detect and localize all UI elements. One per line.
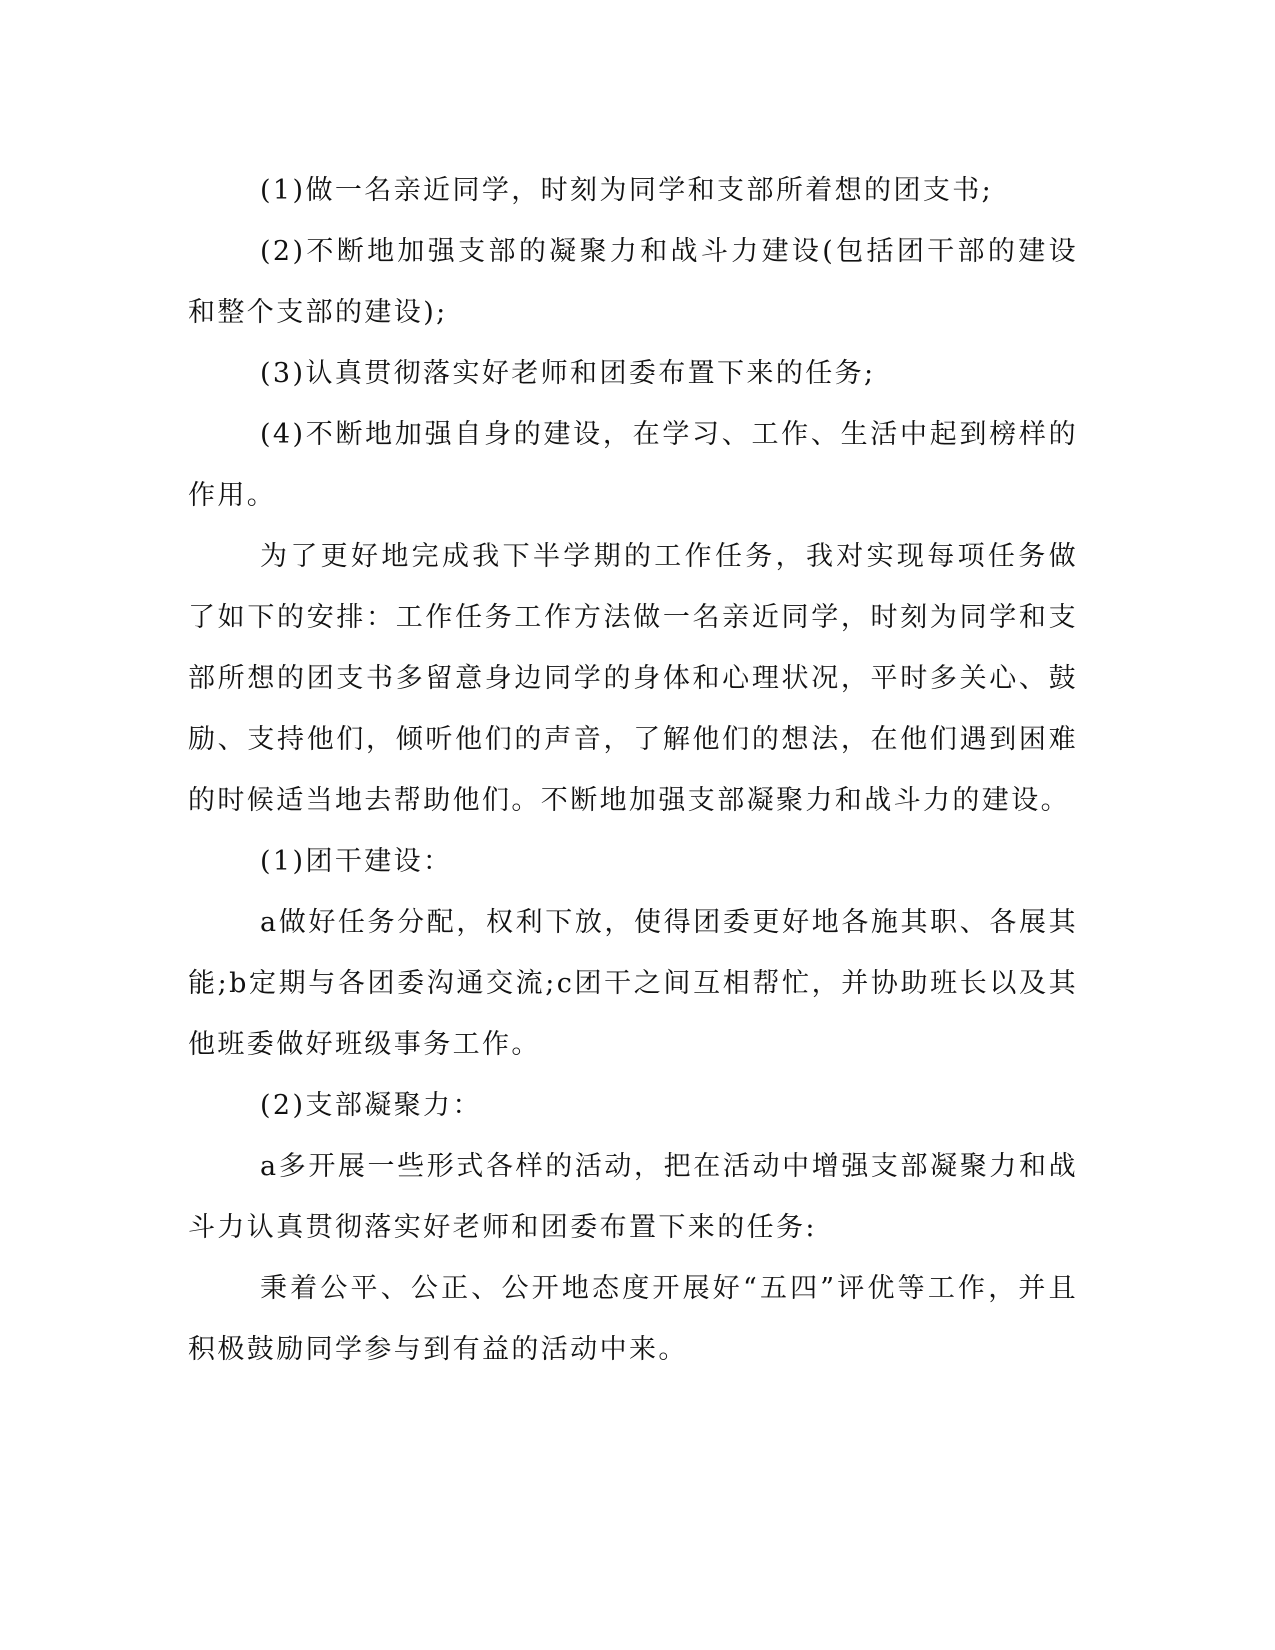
paragraph-task-4: (4)不断地加强自身的建设，在学习、工作、生活中起到榜样的作用。 [188, 419, 1078, 511]
paragraph-task-1: (1)做一名亲近同学，时刻为同学和支部所着想的团支书; [260, 175, 994, 206]
heading-cadre-building: (1)团干建设： [260, 846, 453, 877]
paragraph-fairness: 秉着公平、公正、公开地态度开展好“五四”评优等工作，并且积极鼓励同学参与到有益的活动中来。 [188, 1273, 1078, 1365]
paragraph-task-2: (2)不断地加强支部的凝聚力和战斗力建设(包括团干部的建设和整个支部的建设); [188, 236, 1078, 328]
paragraph-arrangement: 为了更好地完成我下半学期的工作任务，我对实现每项任务做了如下的安排：工作任务工作方法做一名亲近同学，时刻为同学和支部所想的团支书多留意身边同学的身体和心理状况，平时多关心、鼓励、支持他们，倾听他们的声音，了解他们的想法，在他们遇到困难的时候适当地去帮助他们。不断地加强支部凝聚力和战斗力的建设。 [188, 541, 1078, 816]
paragraph-cadre-building: a做好任务分配，权利下放，使得团委更好地各施其职、各展其能;b定期与各团委沟通交流;c团干之间互相帮忙，并协助班长以及其他班委做好班级事务工作。 [188, 907, 1078, 1060]
document-body [188, 160, 1078, 1380]
paragraph-cohesion: a多开展一些形式各样的活动，把在活动中增强支部凝聚力和战斗力认真贯彻落实好老师和团委布置下来的任务: [188, 1151, 1078, 1243]
heading-cohesion: (2)支部凝聚力： [260, 1090, 482, 1121]
paragraph-task-3: (3)认真贯彻落实好老师和团委布置下来的任务; [260, 358, 876, 389]
